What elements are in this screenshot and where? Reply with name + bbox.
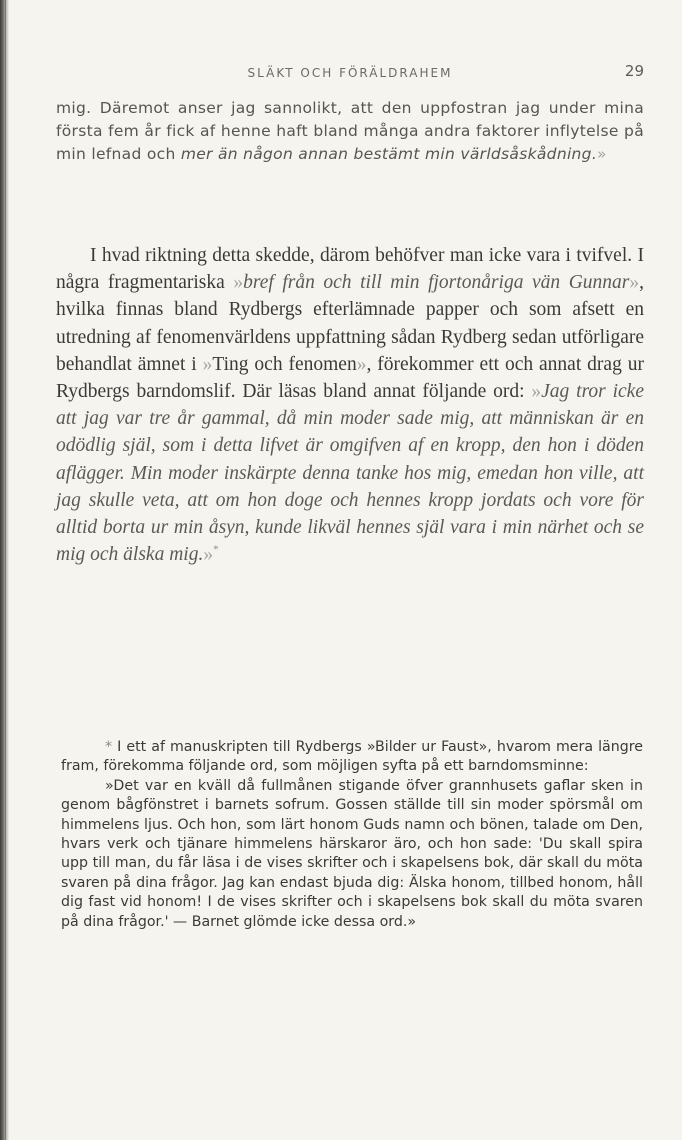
- paragraph-continuation-text: mig. Däremot anser jag sannolikt, att den uppfostran jag under mina första fem år fick af henne haft bland många andra faktorer inflytelse på min lefnad och: [56, 99, 644, 163]
- footnote-mark: *: [105, 739, 113, 755]
- running-head: SLÄKT OCH FÖRÄLDRAHEM: [247, 66, 453, 80]
- main-paragraph-text-3: , förekommer ett och annat drag ur Rydbergs barndomslif. Där läsas bland annat följande ord:: [56, 353, 644, 403]
- main-paragraph: [56, 242, 644, 568]
- main-paragraph-text-1: I hvad riktning detta skedde, därom behöfver man icke vara i tvifvel. I några fragmentariska: [56, 245, 644, 294]
- guillemet-open-3: »: [531, 381, 542, 403]
- paragraph-continuation: [56, 97, 644, 166]
- quoted-passage: Jag tror icke att jag var tre år gammal, då min moder sade mig, att människan är en odödlig själ, som i detta lifvet är omgifven af en kropp, den hon i döden aflägger. Min moder inskärpte denna tanke hos mig, emedan hon ville, att jag skulle veta, att om hon doge och hennes kropp jordats och vore för alltid borta ur min åsyn, kunde likväl hennes själ vara i min närhet och se mig och älska mig.: [56, 381, 644, 566]
- letters-title: bref från och till min fjortonåriga vän Gunnar: [243, 272, 630, 294]
- footnote-quote: »Det var en kväll då fullmånen stigande öfver grannhusets gaflar sken in genom bågfönstret i barnets sofrum. Gossen ställde till sin moder spörsmål om himmelens ljus. Och hon, som lärt honom Guds namn och bönen, talade om Den, hvars verk och tjänare himmelens härskaror äro, och hon sade: 'Du skall spira upp till man, du får läsa i de vises skrifter och i skapelsens bok, där skall du möta svaren på dina frågor. Jag kan endast bjuda dig: Älska honom, tillbed honom, håll dig fast vid honom! I de vises skrifter och i skapelsens bok skall du möta svaren på dina frågor.' — Barnet glömde icke dessa ord.»: [61, 777, 643, 930]
- binding-edge: [5, 0, 6, 1140]
- page-number: 29: [624, 62, 644, 80]
- guillemet-close-1: »: [629, 272, 640, 294]
- closing-guillemet: »: [597, 145, 607, 163]
- page-header: [56, 62, 644, 86]
- main-paragraph-text-2: , hvilka finnas bland Rydbergs efterlämnade papper och som afsett en utredning af fenomenvärldens uppfattning sådan Rydberg sedan utförligare behandlat ämnet i: [56, 272, 644, 375]
- guillemet-close-3: »: [203, 544, 214, 566]
- paragraph-continuation-italic: mer än någon annan bestämt min världsåskådning.: [180, 145, 598, 163]
- footnote-intro: [61, 738, 643, 777]
- footnote: [61, 738, 643, 932]
- guillemet-open-2: »: [202, 353, 213, 375]
- work-title: Ting och fenomen: [212, 353, 357, 375]
- guillemet-open-1: »: [233, 272, 244, 294]
- guillemet-close-2: »: [356, 353, 367, 375]
- footnote-intro-text: I ett af manuskripten till Rydbergs »Bilder ur Faust», hvarom mera längre fram, förekomma följande ord, som möjligen syfta på ett barndomsminne:: [61, 739, 643, 775]
- footnote-reference: *: [213, 543, 219, 556]
